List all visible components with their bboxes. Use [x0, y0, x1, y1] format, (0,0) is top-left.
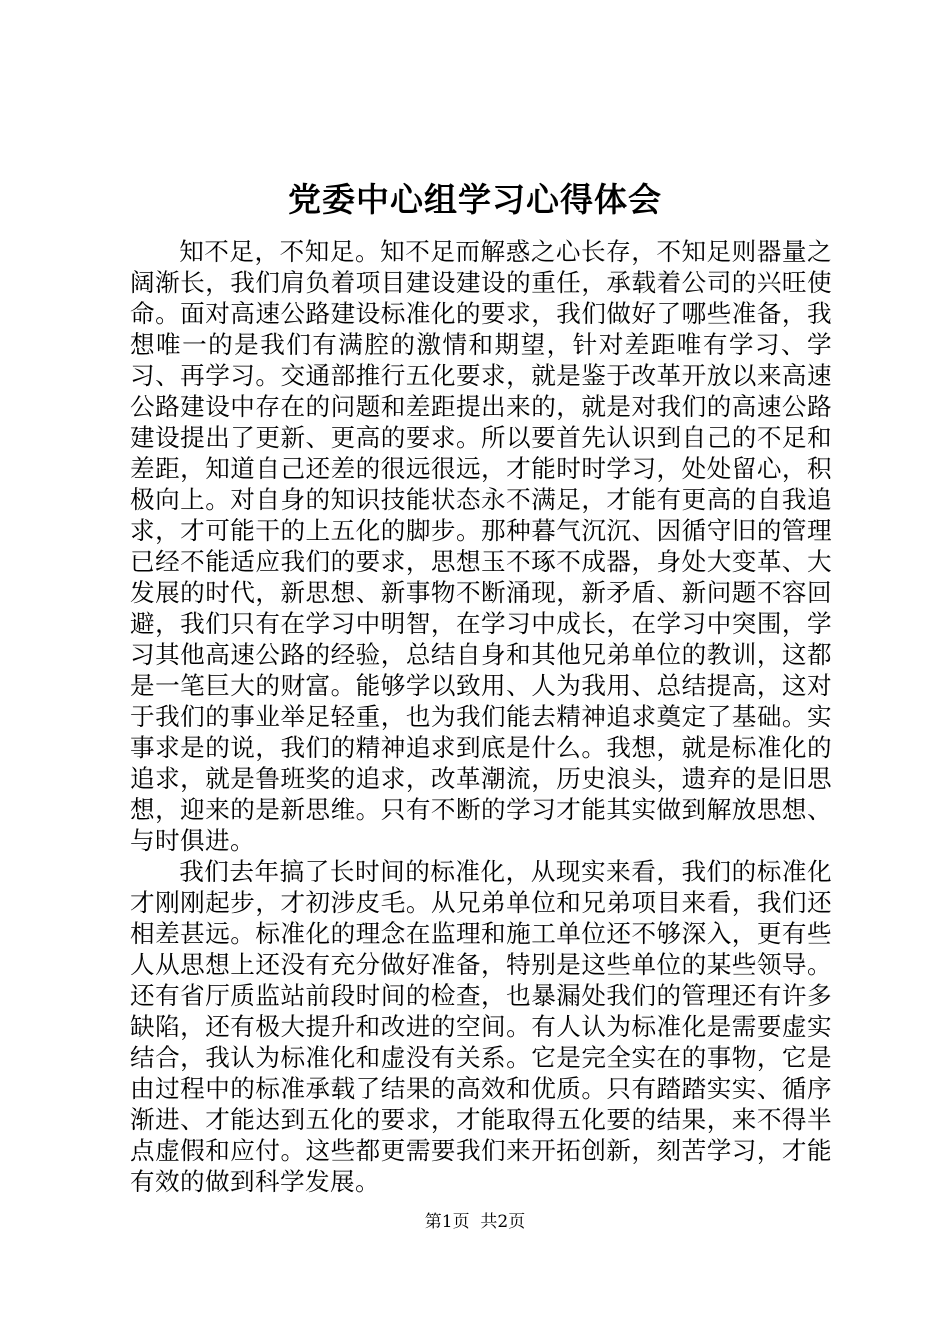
- paragraph-1: 知不足，不知足。知不足而解惑之心长存，不知足则器量之阔渐长，我们肩负着项目建设建设的重任，承载着公司的兴旺使命。面对高速公路建设标准化的要求，我们做好了哪些准备，我想唯一的是我们有满腔的激情和期望，针对差距唯有学习、学习、再学习。交通部推行五化要求，就是鉴于改革开放以来高速公路建设中存在的问题和差距提出来的，就是对我们的高速公路建设提出了更新、更高的要求。所以要首先认识到自己的不足和差距，知道自己还差的很远很远，才能时时学习，处处留心，积极向上。对自身的知识技能状态永不满足，才能有更高的自我追求，才可能干的上五化的脚步。那种暮气沉沉、因循守旧的管理已经不能适应我们的要求，思想玉不琢不成器，身处大变革、大发展的时代，新思想、新事物不断涌现，新矛盾、新问题不容回避，我们只有在学习中明智，在学习中成长，在学习中突围，学习其他高速公路的经验，总结自身和其他兄弟单位的教训，这都是一笔巨大的财富。能够学以致用、人为我用、总结提高，这对于我们的事业举足轻重，也为我们能去精神追求奠定了基础。实事求是的说，我们的精神追求到底是什么。我想，就是标准化的追求，就是鲁班奖的追求，改革潮流，历史浪头，遗弃的是旧思想，迎来的是新思维。只有不断的学习才能其实做到解放思想、与时俱进。: [130, 237, 832, 855]
- page-footer: [0, 1211, 950, 1233]
- document-title: 党委中心组学习心得体会: [288, 180, 662, 219]
- document-body: [130, 236, 832, 1197]
- paragraph-2: 我们去年搞了长时间的标准化，从现实来看，我们的标准化才刚刚起步，才初涉皮毛。从兄弟单位和兄弟项目来看，我们还相差甚远。标准化的理念在监理和施工单位还不够深入，更有些人从思想上还没有充分做好准备，特别是这些单位的某些领导。还有省厅质监站前段时间的检查，也暴漏处我们的管理还有许多缺陷，还有极大提升和改进的空间。有人认为标准化是需要虚实结合，我认为标准化和虚没有关系。它是完全实在的事物，它是由过程中的标准承载了结果的高效和优质。只有踏踏实实、循序渐进、才能达到五化的要求，才能取得五化要的结果，来不得半点虚假和应付。这些都更需要我们来开拓创新，刻苦学习，才能有效的做到科学发展。: [130, 857, 832, 1196]
- page-number-label: 第1页 共2页: [424, 1212, 526, 1232]
